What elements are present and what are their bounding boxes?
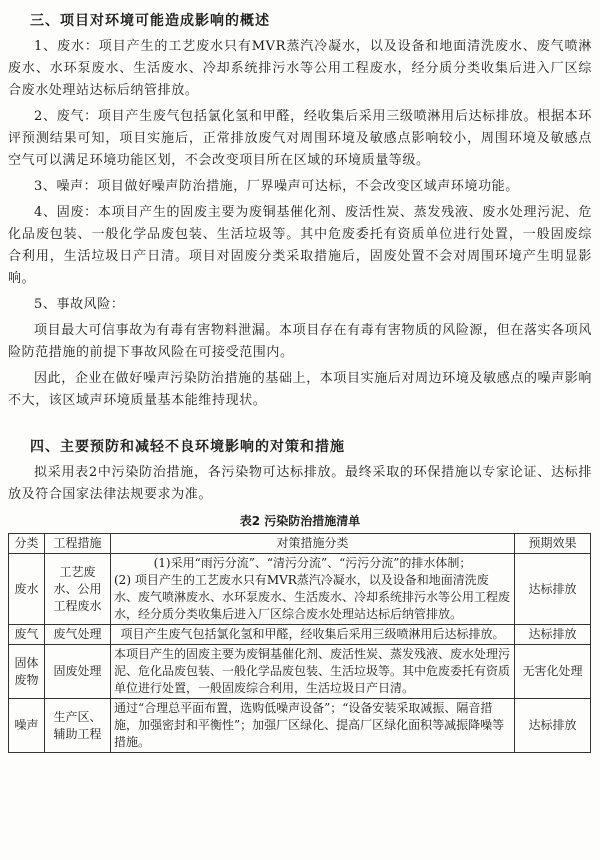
header-measures: 对策措施分类 [111,534,515,554]
table-row [9,625,591,645]
pollution-control-table [8,533,591,753]
cell-category: 固体废物 [9,645,45,699]
header-project: 工程措施 [45,534,111,554]
cell-measures [111,625,515,645]
section4-heading: 四、主要预防和减轻不良环境影响的对策和措施 [30,439,345,455]
header-effect: 预期效果 [515,534,591,554]
paragraph-noise: 3、噪声：项目做好噪声防治措施，厂界噪声可达标，不会改变区域声环境功能。 [34,179,519,194]
cell-effect: 达标排放 [515,625,591,645]
measure-line: 通过“合理总平面布置，选购低噪声设备”；“设备安装采取减振、隔音措施，加强密封和平衡性”；加强厂区绿化、提高厂区绿化面积等减振降噪等措施。 [114,701,505,749]
section3-heading: 三、项目对环境可能造成影响的概述 [30,13,270,29]
table-row [9,554,591,625]
paragraph-wastewater: 1、废水：项目产生的工艺废水只有MVR蒸汽冷凝水，以及设备和地面清洗废水、废气喷淋废水、水环泵废水、生活废水、冷却系统排污水等公用工程废水，经分质分类收集后进入厂区综合废水处理站达标后纳管排放。 [8,39,592,98]
cell-effect: 达标排放 [515,699,591,753]
measure-line: (2) 项目产生的工艺废水只有MVR蒸汽冷凝水，以及设备和地面清洗废水、废气喷淋废水、水环泵废水、生活废水、冷却系统排污水等公用工程废水，经分质分类收集后进入厂区综合废水处理站达标后纳管排放。 [114,573,511,621]
cell-project: 固废处理 [45,645,111,699]
paragraph-accident-risk: 项目最大可信事故为有毒有害物料泄漏。本项目存在有毒有害物质的风险源，但在落实各项风险防范措施的前提下事故风险在可接受范围内。 [8,323,592,360]
table-caption: 表2 污染防治措施清单 [239,514,361,528]
cell-category: 噪声 [9,699,45,753]
table-header-row [9,534,591,554]
table-row [9,699,591,753]
cell-measures [111,699,515,753]
header-category: 分类 [9,534,45,554]
cell-effect: 达标排放 [515,554,591,625]
paragraph-conclusion: 因此，企业在做好噪声污染防治措施的基础上，本项目实施后对周边环境及敏感点的噪声影响不大，该区域声环境质量基本能维持现状。 [8,371,592,408]
cell-project: 废气处理 [45,625,111,645]
measure-line: (1)采用“雨污分流”、“清污分流”、“污污分流”的排水体制； [153,556,472,570]
section4-paragraph: 拟采用表2中污染防治措施，各污染物可达标排放。最终采取的环保措施以专家论证、达标排放及符合国家法律法规要求为准。 [8,465,592,502]
measure-line: 本项目产生的固废主要为废铜基催化剂、废活性炭、蒸发残液、废水处理污泥、危化品废包装、一般化学品废包装、生活垃圾等。其中危废委托有资质单位进行处置，一般固废综合利用，生活垃圾日产日清。 [114,647,511,695]
cell-effect: 无害化处理 [515,645,591,699]
paragraph-solid-waste: 4、固废：本项目产生的固废主要为废铜基催化剂、废活性炭、蒸发残液、废水处理污泥、危化品废包装、一般化学品废包装、生活垃圾等。其中危废委托有资质单位进行处置，一般固废综合利用，生活垃圾日产日清。项目对固废分类采取措施后，固废处置不会对周围环境产生明显影响。 [8,205,592,286]
cell-project: 工艺废水、公用工程废水 [45,554,111,625]
measure-line: 项目产生废气包括氯化氢和甲醛，经收集后采用三级喷淋用后达标排放。 [120,627,505,641]
paragraph-accident-risk-title: 5、事故风险： [34,297,125,312]
cell-category: 废水 [9,554,45,625]
section3-body [8,36,592,412]
cell-measures [111,645,515,699]
cell-project: 生产区、辅助工程 [45,699,111,753]
table-row [9,645,591,699]
paragraph-exhaust-gas: 2、废气：项目产生废气包括氯化氢和甲醛，经收集后采用三级喷淋用后达标排放。根据本环评预测结果可知，项目实施后，正常排放废气对周围环境及敏感点影响较小，周围环境及敏感点空气可以满足环境功能区划，不会改变项目所在区域的环境质量等级。 [8,109,592,168]
cell-measures [111,554,515,625]
cell-category: 废气 [9,625,45,645]
